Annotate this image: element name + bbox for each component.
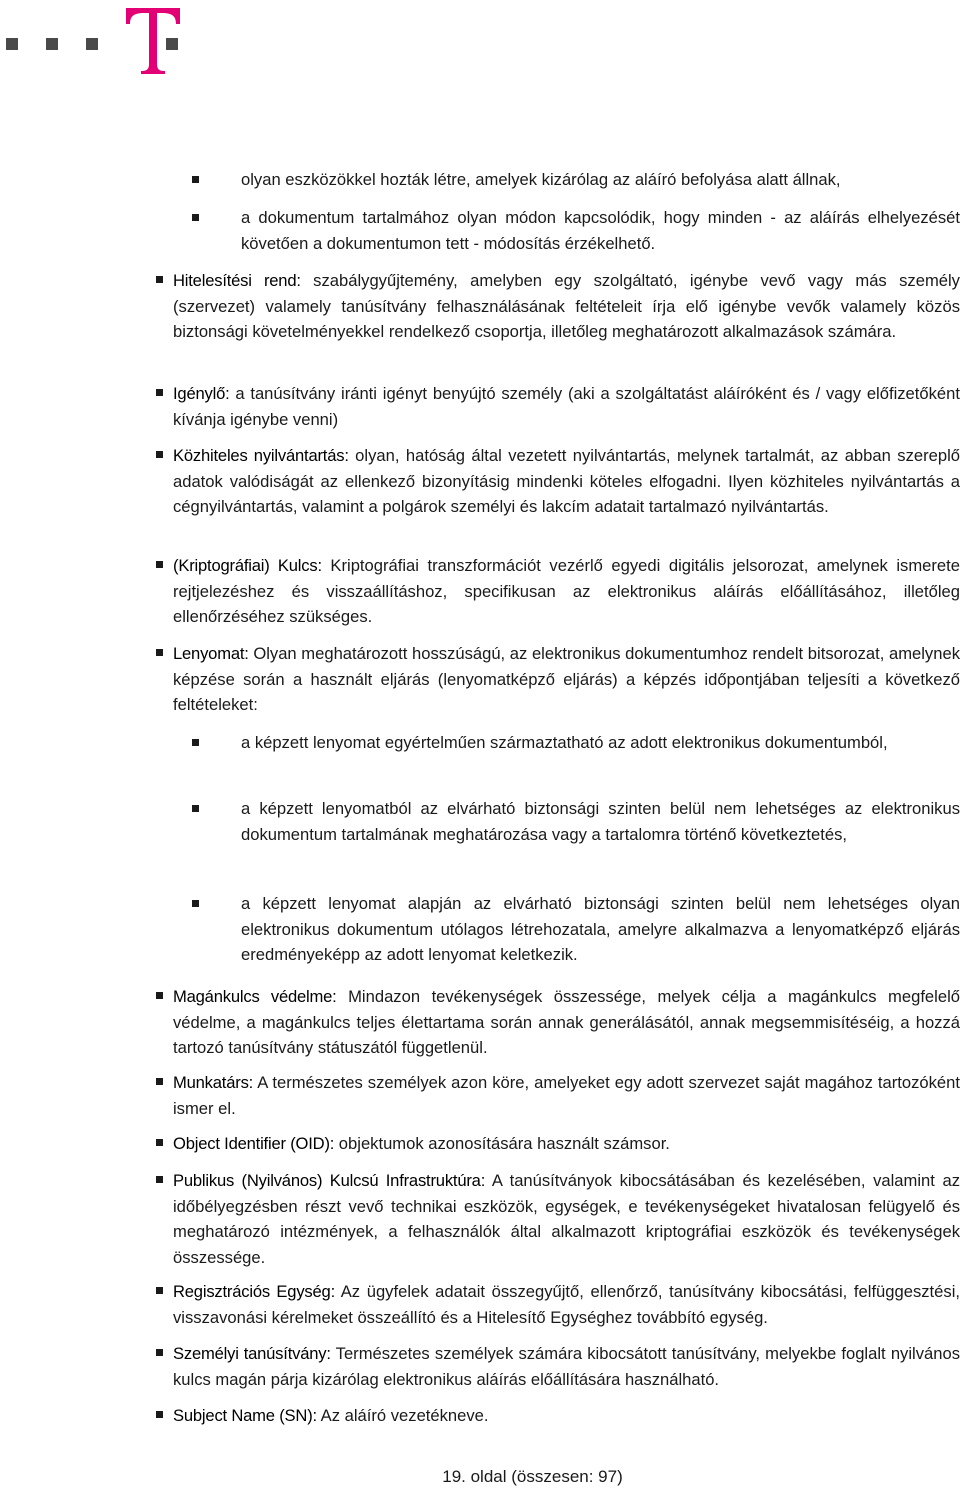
item-text: a dokumentum tartalmához olyan módon kapcsolódik, hogy minden - az aláírás elhelyezését követően a dokumentumon tett - módosítás érzékelhető. bbox=[241, 208, 960, 253]
definition-term: Személyi tanúsítvány: bbox=[173, 1344, 331, 1363]
bullet-icon bbox=[156, 1176, 163, 1183]
item-text: olyan eszközökkel hozták létre, amelyek kizárólag az aláíró befolyása alatt állnak, bbox=[241, 170, 841, 189]
list-item bbox=[241, 891, 960, 968]
bullet-icon bbox=[156, 1287, 163, 1294]
definition-term: Magánkulcs védelme: bbox=[173, 987, 337, 1006]
logo-square-2 bbox=[46, 38, 58, 50]
bullet-icon bbox=[192, 739, 199, 746]
definition-text: a tanúsítvány iránti igényt benyújtó személy (aki a szolgáltatást aláíróként és / vagy előfizetőként kívánja igénybe venni) bbox=[173, 384, 960, 429]
list-item bbox=[241, 796, 960, 847]
definition-text: Olyan meghatározott hosszúságú, az elektronikus dokumentumhoz rendelt bitsorozat, amelynek képzése során a használt eljárás (lenyomatképző eljárás) a képzés időpontjában teljesíti a következő feltételeket: bbox=[173, 644, 960, 714]
definition-term: Igénylő: bbox=[173, 384, 230, 403]
header-logo-row bbox=[0, 0, 960, 80]
bullet-icon bbox=[156, 389, 163, 396]
definition-kriptografiai-kulcs bbox=[173, 553, 960, 630]
definition-term: Object Identifier (OID): bbox=[173, 1134, 335, 1153]
definition-pki bbox=[173, 1168, 960, 1270]
definition-kozhiteles-nyilvantartas bbox=[173, 443, 960, 520]
definition-text: A tanúsítványok kibocsátásában és kezelésében, valamint az időbélyegzésben részt vevő technikai eszközök, egységek, e tevékenységeket hivatalosan felügyelő és meghatározó intézmények, a felhasználók által alkalmazott kriptográfiai eszközök és tevékenységek összessége. bbox=[173, 1171, 960, 1267]
definition-munkatars bbox=[173, 1070, 960, 1121]
definition-text: Természetes személyek számára kibocsátott tanúsítvány, melyekbe foglalt nyilvános kulcs magán párja kizárólag elektronikus aláírás előállítására használható. bbox=[173, 1344, 960, 1389]
bullet-icon bbox=[192, 900, 199, 907]
definition-term: Közhiteles nyilvántartás: bbox=[173, 446, 349, 465]
definition-text: A természetes személyek azon köre, amelyeket egy adott szervezet saját magához tartozóként ismer el. bbox=[173, 1073, 960, 1118]
bullet-icon bbox=[156, 276, 163, 283]
bullet-icon bbox=[192, 214, 199, 221]
definition-text: Az aláíró vezetékneve. bbox=[316, 1406, 489, 1425]
logo-square-4 bbox=[166, 38, 178, 50]
definition-term: Hitelesítési rend: bbox=[173, 271, 301, 290]
definition-term: (Kriptográfiai) Kulcs: bbox=[173, 556, 322, 575]
definition-object-identifier bbox=[173, 1131, 960, 1157]
bullet-icon bbox=[156, 561, 163, 568]
bullet-icon bbox=[156, 1411, 163, 1418]
bullet-icon bbox=[156, 451, 163, 458]
bullet-icon bbox=[156, 1349, 163, 1356]
definition-szemelyi-tanusitvany bbox=[173, 1341, 960, 1392]
bullet-icon bbox=[192, 176, 199, 183]
definition-regisztracios-egyseg bbox=[173, 1279, 960, 1330]
logo-square-1 bbox=[6, 38, 18, 50]
bullet-icon bbox=[156, 992, 163, 999]
bullet-icon bbox=[156, 1139, 163, 1146]
definition-text: Kriptográfiai transzformációt vezérlő egyedi digitális jelsorozat, amelynek ismerete rejtjelezéshez és visszaállításhoz, specifikusan az elektronikus aláírás előállításához, illetőleg ellenőrzéséhez szükséges. bbox=[173, 556, 960, 626]
definition-term: Publikus (Nyilvános) Kulcsú Infrastruktúra: bbox=[173, 1171, 486, 1190]
bullet-icon bbox=[156, 1078, 163, 1085]
item-text: a képzett lenyomat egyértelműen származtatható az adott elektronikus dokumentumból, bbox=[241, 733, 888, 752]
definition-text: olyan, hatóság által vezetett nyilvántartás, melynek tartalmát, az abban szereplő adatok valódiságát az ellenkező bizonyításig mindenki köteles elfogadni. Ilyen közhiteles nyilvántartás a cégnyilvántartás, valamint a polgárok személyi és lakcím adatait tartalmazó nyilvántartás. bbox=[173, 446, 960, 516]
item-text: a képzett lenyomatból az elvárható biztonsági szinten belül nem lehetséges az elektronikus dokumentum tartalmának meghatározása vagy a tartalomra történő következtetés, bbox=[241, 799, 960, 844]
definition-subject-name bbox=[173, 1403, 960, 1429]
definition-text: Mindazon tevékenységek összessége, melyek célja a magánkulcs megfelelő védelme, a magánkulcs teljes élettartama során annak generálásától, annak megsemmisítéséig, a hozzá tartozó tanúsítvány státuszától függetlenül. bbox=[173, 987, 960, 1057]
definition-term: Munkatárs: bbox=[173, 1073, 254, 1092]
definition-magankulcs-vedelme bbox=[173, 984, 960, 1061]
definition-term: Subject Name (SN): bbox=[173, 1406, 317, 1425]
definition-text: szabálygyűjtemény, amelyben egy szolgáltató, igénybe vevő vagy más személy (szervezet) valamely tanúsítvány felhasználásának feltételeit írja elő igénybe vevők valamely közös biztonsági követelményekkel rendelkező csoportja, illetőleg meghatározott alkalmazások számára. bbox=[173, 271, 960, 341]
list-item bbox=[241, 205, 960, 256]
list-item bbox=[241, 730, 960, 756]
page-number: 19. oldal (összesen: 97) bbox=[442, 1467, 623, 1486]
definition-hitelesitesi-rend bbox=[173, 268, 960, 345]
definition-igenylo bbox=[173, 381, 960, 432]
definition-text: Az ügyfelek adatait összegyűjtő, ellenőrző, tanúsítvány kibocsátási, felfüggesztési, visszavonási kérelmeket összeállító és a Hitelesítő Egységhez továbbító egység. bbox=[173, 1282, 960, 1327]
list-item bbox=[241, 167, 960, 193]
logo-square-3 bbox=[86, 38, 98, 50]
definition-lenyomat bbox=[173, 641, 960, 718]
definition-term: Regisztrációs Egység: bbox=[173, 1282, 335, 1301]
bullet-icon bbox=[156, 649, 163, 656]
definition-term: Lenyomat: bbox=[173, 644, 249, 663]
definition-text: objektumok azonosítására használt számsor. bbox=[334, 1134, 670, 1153]
item-text: a képzett lenyomat alapján az elvárható biztonsági szinten belül nem lehetséges olyan elektronikus dokumentum utólagos létrehozatala, amelyre alkalmazva a lenyomatképző eljárás eredményeképp az adott lenyomat keletkezik. bbox=[241, 894, 960, 964]
bullet-icon bbox=[192, 805, 199, 812]
